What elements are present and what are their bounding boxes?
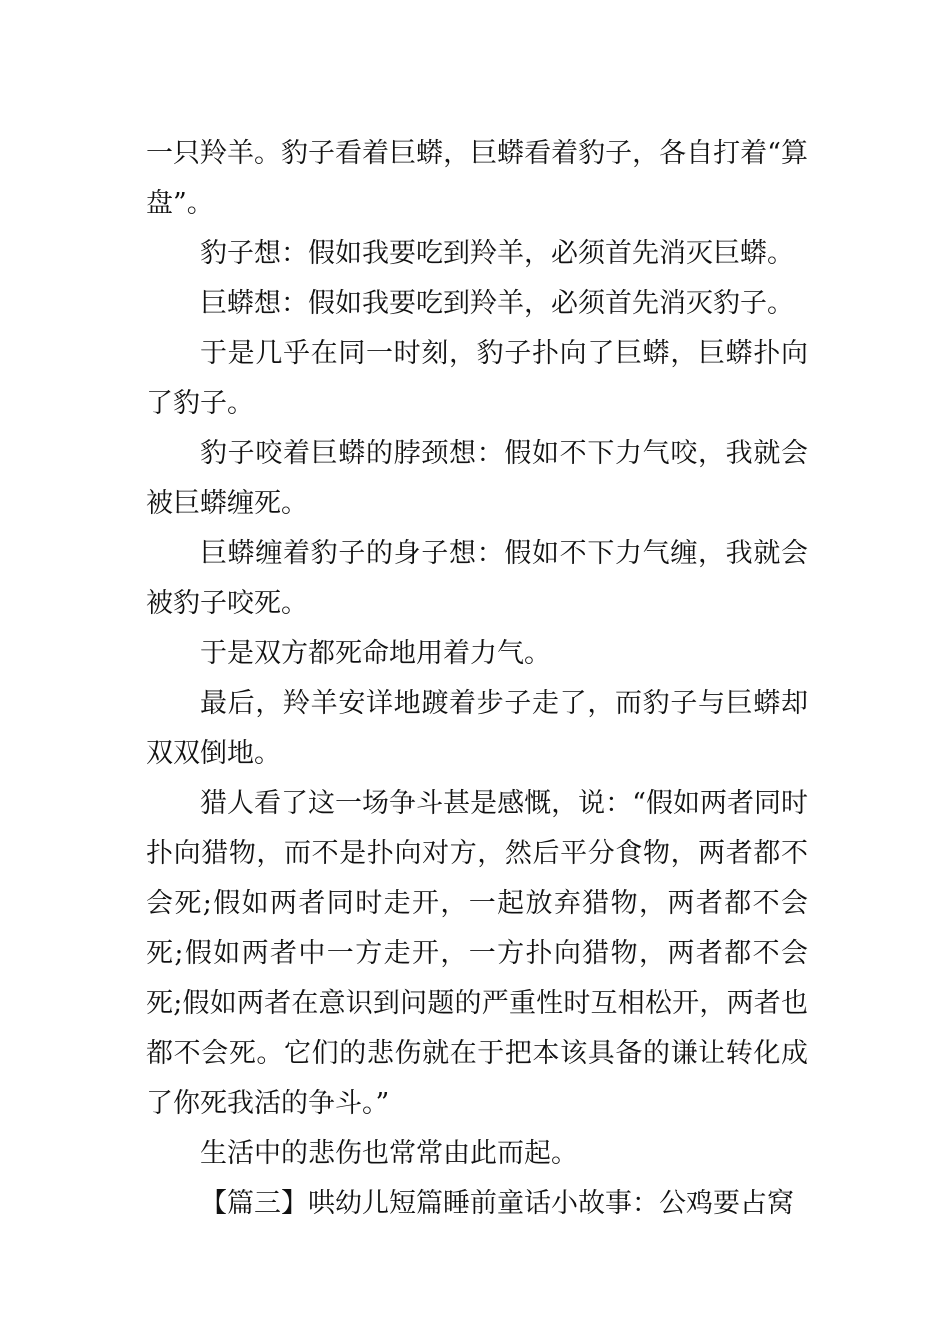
paragraph-8: 最后，羚羊安详地踱着步子走了，而豹子与巨蟒却双双倒地。 <box>146 688 808 769</box>
paragraph-10: 生活中的悲伤也常常由此而起。 <box>200 1138 578 1169</box>
paragraph-4: 于是几乎在同一时刻，豹子扑向了巨蟒，巨蟒扑向了豹子。 <box>146 338 808 419</box>
paragraph-6: 巨蟒缠着豹子的身子想：假如不下力气缠，我就会被豹子咬死。 <box>146 538 808 619</box>
paragraph-1: 一只羚羊。豹子看着巨蟒，巨蟒看着豹子，各自打着“算盘”。 <box>146 138 808 219</box>
section-heading: 【篇三】哄幼儿短篇睡前童话小故事：公鸡要占窝 <box>200 1188 794 1219</box>
paragraph-2: 豹子想：假如我要吃到羚羊，必须首先消灭巨蟒。 <box>200 238 794 269</box>
paragraph-5: 豹子咬着巨蟒的脖颈想：假如不下力气咬，我就会被巨蟒缠死。 <box>146 438 808 519</box>
body-text <box>146 129 808 1229</box>
paragraph-9: 猎人看了这一场争斗甚是感慨，说：“假如两者同时扑向猎物，而不是扑向对方，然后平分食物，两者都不会死;假如两者同时走开，一起放弃猎物，两者都不会死;假如两者中一方走开，一方扑向猎物，两者都不会死;假如两者在意识到问题的严重性时互相松开，两者也都不会死。它们的悲伤就在于把本该具备的谦让转化成了你死我活的争斗。” <box>146 788 808 1119</box>
paragraph-3: 巨蟒想：假如我要吃到羚羊，必须首先消灭豹子。 <box>200 288 794 319</box>
paragraph-7: 于是双方都死命地用着力气。 <box>200 638 551 669</box>
